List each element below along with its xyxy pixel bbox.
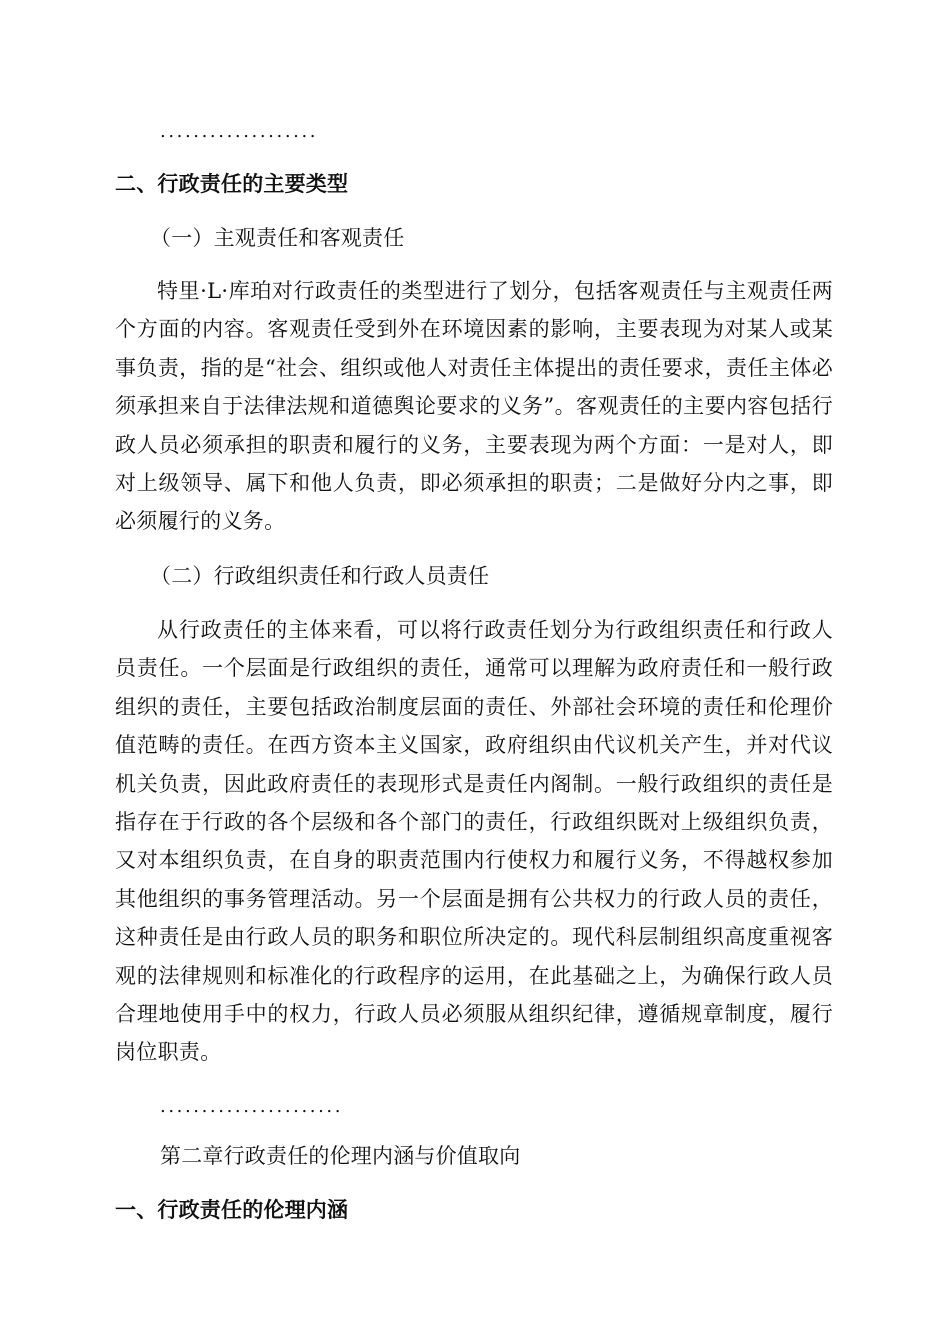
- section-heading-ethical-connotation: 一、行政责任的伦理内涵: [115, 1197, 349, 1222]
- paragraph-responsibility-types: 特里·L·库珀对行政责任的类型进行了划分，包括客观责任与主观责任两个方面的内容。客观责任受到外在环境因素的影响，主要表现为对某人或某事负责，指的是“社会、组织或他人对责任主体提出的责任要求，责任主体必须承担来自于法律法规和道德舆论要求的义务”。客观责任的主要内容包括行政人员必须承担的职责和履行的义务，主要表现为两个方面：一是对人，即对上级领导、属下和他人负责，即必须承担的职责；二是做好分内之事，即必须履行的义务。: [115, 279, 833, 534]
- ellipsis-bottom: ......................: [160, 1096, 344, 1117]
- subsection-heading-organization-personnel: （二）行政组织责任和行政人员责任: [150, 564, 490, 588]
- section-heading-main-types: 二、行政责任的主要类型: [115, 171, 349, 196]
- ellipsis-top: ...................: [160, 121, 319, 142]
- paragraph-organization-personnel: 从行政责任的主体来看，可以将行政责任划分为行政组织责任和行政人员责任。一个层面是行政组织的责任，通常可以理解为政府责任和一般行政组织的责任，主要包括政治制度层面的责任、外部社会环境的责任和伦理价值范畴的责任。在西方资本主义国家，政府组织由代议机关产生，并对代议机关负责，因此政府责任的表现形式是责任内阁制。一般行政组织的责任是指存在于行政的各个层级和各个部门的责任，行政组织既对上级组织负责，又对本组织负责，在自身的职责范围内行使权力和履行义务，不得越权参加其他组织的事务管理活动。另一个层面是拥有公共权力的行政人员的责任，这种责任是由行政人员的职务和职位所决定的。现代科层制组织高度重视客观的法律规则和标准化的行政程序的运用，在此基础之上，为确保行政人员合理地使用手中的权力，行政人员必须服从组织纪律，遵循规章制度，履行岗位职责。: [115, 618, 833, 1065]
- chapter-title: 第二章行政责任的伦理内涵与价值取向: [160, 1144, 521, 1168]
- subsection-heading-subjective-objective: （一）主观责任和客观责任: [150, 226, 405, 250]
